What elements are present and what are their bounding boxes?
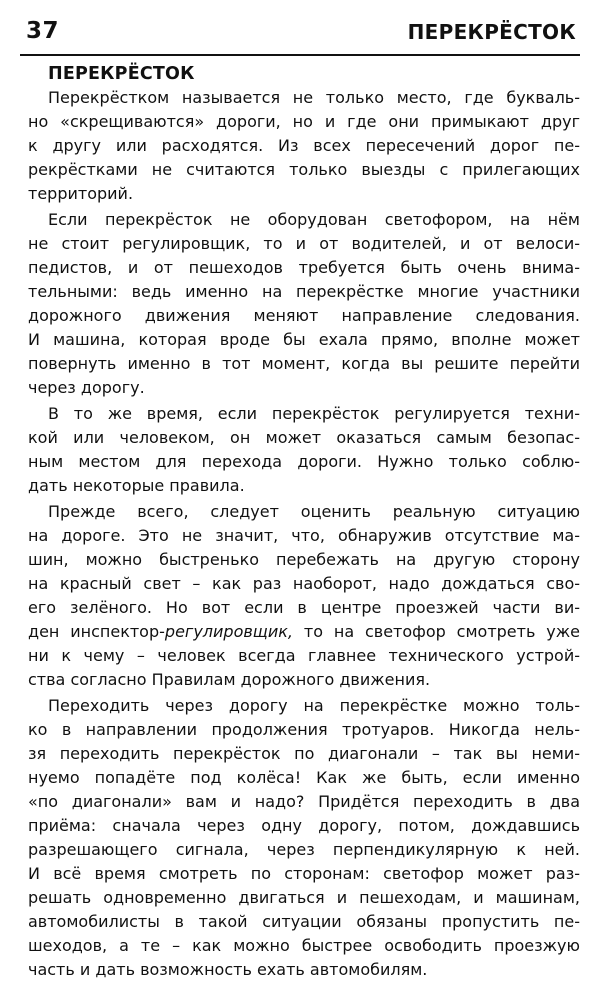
text-line-mixed bbox=[28, 620, 580, 644]
text-line: приёма: сначала через одну дорогу, потом, дождавшись bbox=[28, 816, 580, 835]
text-line: повернуть именно в тот момент, когда вы решите перейти bbox=[28, 354, 580, 373]
text-segment: то на светофор смотреть уже bbox=[293, 622, 580, 641]
text-line: Перекрёстком называется не только место, где букваль- bbox=[48, 88, 580, 107]
text-line: зя переходить перекрёсток по диагонали – так вы неми- bbox=[28, 744, 580, 763]
running-head: ПЕРЕКРЁСТОК bbox=[407, 20, 576, 44]
text-line: на дороге. Это не значит, что, обнаружив отсутствие ма- bbox=[28, 526, 580, 545]
text-line: кой или человеком, он может оказаться самым безопас- bbox=[28, 428, 580, 447]
italic-term: регулировщик, bbox=[164, 622, 293, 641]
text-segment: ден инспектор- bbox=[28, 622, 165, 641]
text-line: через дорогу. bbox=[28, 378, 145, 397]
paragraph-1 bbox=[28, 86, 580, 206]
paragraph-2 bbox=[28, 208, 580, 400]
page-number: 37 bbox=[26, 18, 60, 44]
text-line: «по диагонали» вам и надо? Придётся переходить в два bbox=[28, 792, 580, 811]
text-line: ства согласно Правилам дорожного движения. bbox=[28, 670, 431, 689]
text-line: И машина, которая вроде бы ехала прямо, вполне может bbox=[28, 330, 580, 349]
text-line: И всё время смотреть по сторонам: светофор может раз- bbox=[28, 864, 580, 883]
paragraph-4 bbox=[28, 500, 580, 692]
text-line: ным местом для перехода дороги. Нужно только соблю- bbox=[28, 452, 580, 471]
text-line: нуемо попадёте под колёса! Как же быть, если именно bbox=[28, 768, 580, 787]
text-line: автомобилисты в такой ситуации обязаны пропустить пе- bbox=[28, 912, 580, 931]
paragraph-3 bbox=[28, 402, 580, 498]
section-title: ПЕРЕКРЁСТОК bbox=[48, 64, 195, 84]
text-line: шин, можно быстренько перебежать на другую сторону bbox=[28, 550, 580, 569]
text-line: Прежде всего, следует оценить реальную ситуацию bbox=[48, 502, 580, 521]
text-line: педистов, и от пешеходов требуется быть очень внима- bbox=[28, 258, 580, 277]
text-line: к другу или расходятся. Из всех пересечений дорог пе- bbox=[28, 136, 580, 155]
text-line: В то же время, если перекрёсток регулируется техни- bbox=[48, 404, 580, 423]
text-line: часть и дать возможность ехать автомобилям. bbox=[28, 960, 428, 979]
text-line: территорий. bbox=[28, 184, 134, 203]
text-line: ко в направлении продолжения тротуаров. Никогда нель- bbox=[28, 720, 580, 739]
text-line: не стоит регулировщик, то и от водителей, и от велоси- bbox=[28, 234, 580, 253]
article bbox=[28, 60, 580, 982]
text-line: рекрёстками не считаются только выезды с прилегающих bbox=[28, 160, 580, 179]
text-line: дать некоторые правила. bbox=[28, 476, 245, 495]
text-line: разрешающего сигнала, через перпендикулярную к ней. bbox=[28, 840, 580, 859]
text-line: ни к чему – человек всегда главнее технического устрой- bbox=[28, 646, 580, 665]
paragraph-5 bbox=[28, 694, 580, 982]
page-header bbox=[20, 12, 580, 56]
text-line: на красный свет – как раз наоборот, надо дождаться сво- bbox=[28, 574, 580, 593]
text-line: тельными: ведь именно на перекрёстке многие участники bbox=[28, 282, 580, 301]
text-line: Переходить через дорогу на перекрёстке можно толь- bbox=[48, 696, 580, 715]
text-line: дорожного движения меняют направление следования. bbox=[28, 306, 580, 325]
text-line: но «скрещиваются» дороги, но и где они примыкают друг bbox=[28, 112, 580, 131]
text-line: шеходов, а те – как можно быстрее освободить проезжую bbox=[28, 936, 580, 955]
text-line: Если перекрёсток не оборудован светофором, на нём bbox=[48, 210, 580, 229]
text-line: его зелёного. Но вот если в центре проезжей части ви- bbox=[28, 598, 580, 617]
text-line: решать одновременно двигаться и пешеходам, и машинам, bbox=[28, 888, 580, 907]
